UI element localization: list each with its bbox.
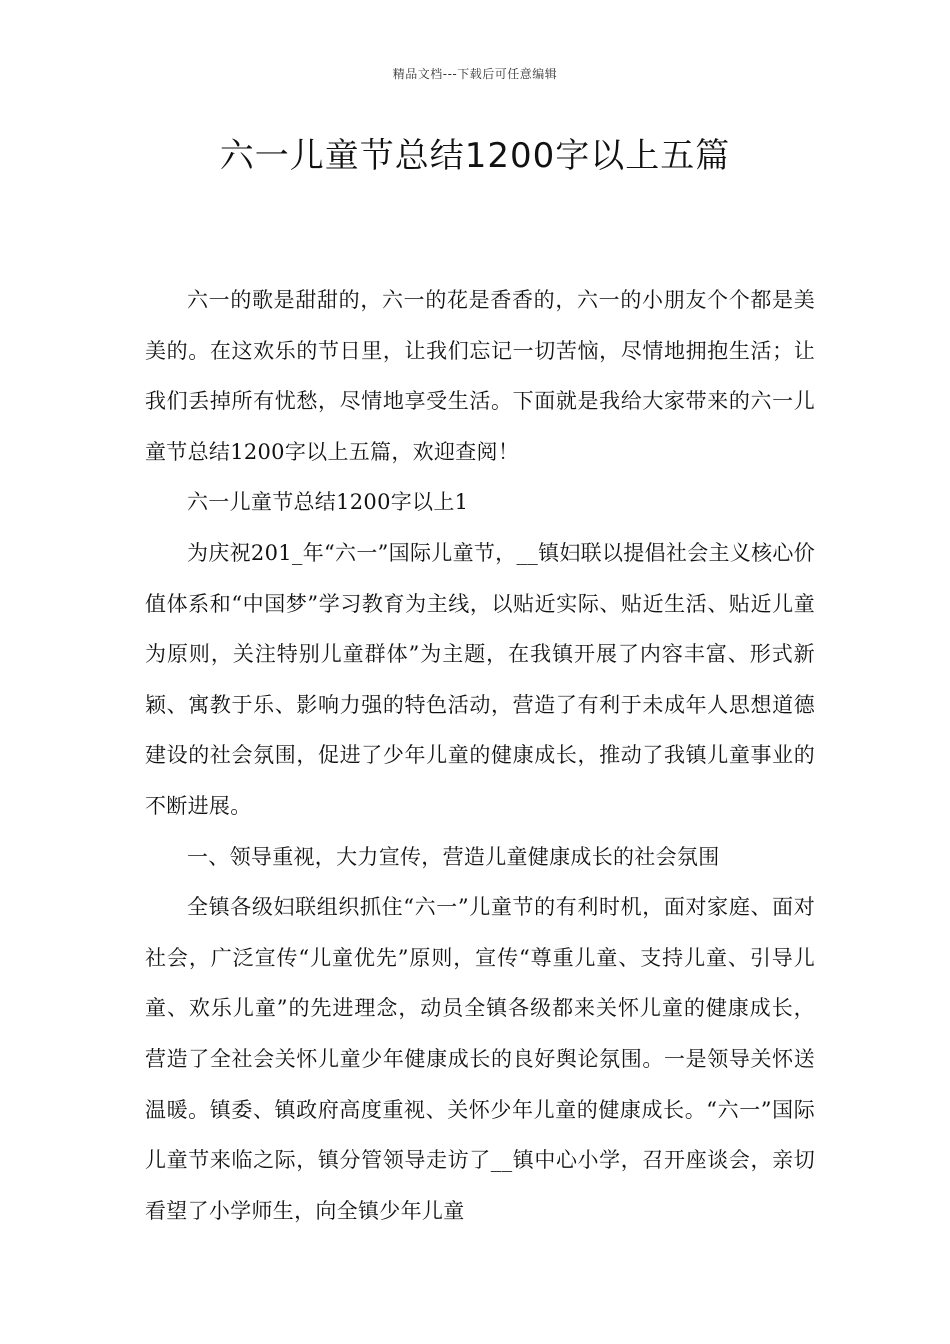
subheading-leadership: 一、领导重视，大力宣传，营造儿童健康成长的社会氛围 [187,844,720,869]
section-heading-1: 六一儿童节总结1200字以上1 [187,490,469,515]
header-note: 精品文档---下载后可任意编辑 [392,67,558,81]
paragraph-celebration: 为庆祝201_年“六一”国际儿童节，__镇妇联以提倡社会主义核心价值体系和“中国梦”学习教育为主线，以贴近实际、贴近生活、贴近儿童为原则，关注特别儿童群体”为主题，在我镇开展了内容丰富、形式新颖、寓教于乐、影响力强的特色活动，营造了有利于未成年人思想道德建设的社会氛围，促进了少年儿童的健康成长，推动了我镇儿童事业的不断进展。 [145,540,815,818]
document-body [145,275,815,1236]
paragraph-publicity: 全镇各级妇联组织抓住“六一”儿童节的有利时机，面对家庭、面对社会，广泛宣传“儿童优先”原则，宣传“尊重儿童、支持儿童、引导儿童、欢乐儿童”的先进理念，动员全镇各级都来关怀儿童的健康成长，营造了全社会关怀儿童少年健康成长的良好舆论氛围。一是领导关怀送温暖。镇委、镇政府高度重视、关怀少年儿童的健康成长。“六一”国际儿童节来临之际，镇分管领导走访了__镇中心小学，召开座谈会，亲切看望了小学师生，向全镇少年儿童 [145,895,815,1223]
intro-paragraph: 六一的歌是甜甜的，六一的花是香香的，六一的小朋友个个都是美美的。在这欢乐的节日里，让我们忘记一切苦恼，尽情地拥抱生活；让我们丢掉所有忧愁，尽情地享受生活。下面就是我给大家带来的六一儿童节总结1200字以上五篇，欢迎查阅！ [145,288,815,464]
document-title: 六一儿童节总结1200字以上五篇 [219,136,731,176]
